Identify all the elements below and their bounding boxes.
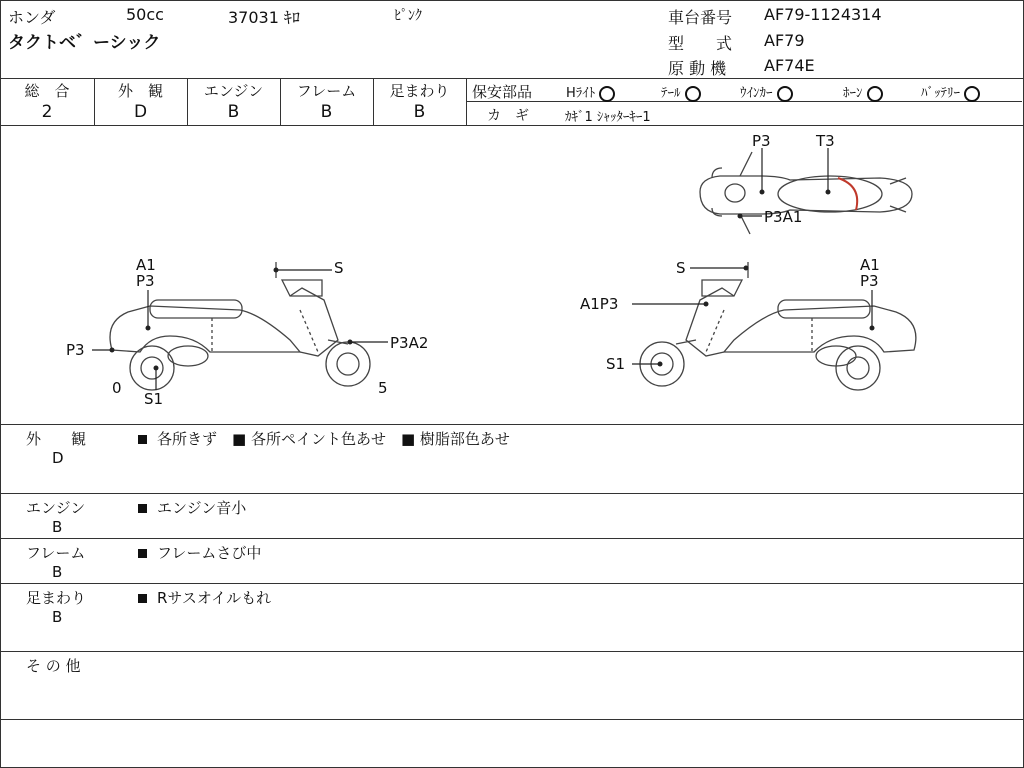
remark-category: 外 観 [26,430,87,448]
divider [0,493,1024,494]
label-top-p3a1: P3A1 [764,208,803,226]
bullet-square-icon [138,504,147,513]
grade-frame-label: フレーム [296,82,357,100]
scooter-diagram [0,126,1024,424]
remark-text: エンジン音小 [138,497,246,518]
label-top-p3: P3 [752,132,771,150]
divider [0,78,1024,79]
label-right-a1p3: A1P3 [580,295,619,313]
label-right-s1: S1 [606,355,626,373]
leader-dots [110,190,875,371]
label-left-zero: 0 [112,379,122,397]
safety-label: 保安部品 [472,83,533,101]
mileage: 37031 ｷﾛ [228,8,300,27]
remark-grade: D [52,449,64,467]
frame-no: AF79-1124314 [764,5,882,24]
label-left-five: 5 [378,379,388,397]
bullet-square-icon [138,549,147,558]
remark-category: 足まわり [26,589,87,607]
label-left-s: S [334,259,344,277]
remark-category: そ の 他 [26,657,81,675]
label-right-a1: A1 [860,256,880,274]
label-right-p3-top: P3 [860,272,879,290]
safety-item-battery: ﾊﾞｯﾃﾘｰ [921,82,980,102]
safety-item-tail: ﾃｰﾙ [661,82,701,102]
type-label: 型 式 [668,34,733,53]
label-left-p3-top: P3 [136,272,155,290]
color: ﾋﾟﾝｸ [394,8,422,24]
grade-overall-value: 2 [41,102,53,122]
label-right-s: S [676,259,686,277]
label-left-p3-rear: P3 [66,341,85,359]
grade-exterior-label: 外 観 [117,82,163,100]
leader-lines [92,148,872,390]
bullet-square-icon [138,594,147,603]
divider [0,583,1024,584]
grade-frame-value: B [320,102,333,122]
top-view-outline [700,152,912,234]
remark-category: フレーム [26,544,86,562]
remark-text: Rサスオイルもれ [138,587,271,608]
divider [0,719,1024,720]
frame-no-label: 車台番号 [668,8,733,27]
divider [0,651,1024,652]
grade-overall-label: 総 合 [24,82,70,100]
safety-item-horn: ﾎｰﾝ [843,82,883,102]
safety-item-winker: ｳｲﾝｶｰ [740,82,793,102]
grade-suspension-value: B [413,102,426,122]
scratch-mark [838,178,857,210]
divider [0,538,1024,539]
remark-text: 各所きず ■ 各所ペイント色あせ ■ 樹脂部色あせ [138,428,510,449]
type-value: AF79 [764,31,805,50]
grade-engine-label: エンジン [203,82,264,100]
check-circle-icon [964,86,980,102]
safety-item-headlight: Hﾗｲﾄ [566,82,615,102]
maker: ホンダ [8,8,56,27]
key-label: カ ギ [487,108,529,124]
label-left-p3a2: P3A2 [390,334,429,352]
displacement: 50cc [126,5,164,24]
grade-suspension-label: 足まわり [389,82,450,100]
grade-engine-value: B [227,102,240,122]
remark-grade: B [52,563,63,581]
engine-label: 原 動 機 [668,59,727,78]
divider [0,424,1024,425]
key-value: ｶｷﾞ1 ｼｬｯﾀｰｷｰ1 [565,110,651,125]
remark-category: エンジン [26,499,86,517]
check-circle-icon [599,86,615,102]
model-name: タクトベ゛ーシック [8,33,161,53]
label-left-s1: S1 [144,390,164,408]
remark-grade: B [52,518,63,536]
grade-exterior-value: D [133,102,148,122]
label-left-a1: A1 [136,256,156,274]
check-circle-icon [777,86,793,102]
bullet-square-icon [138,435,147,444]
check-circle-icon [867,86,883,102]
remark-text: フレームさび中 [138,542,261,563]
check-circle-icon [685,86,701,102]
remark-grade: B [52,608,63,626]
label-top-t3: T3 [816,132,835,150]
engine-value: AF74E [764,56,815,75]
